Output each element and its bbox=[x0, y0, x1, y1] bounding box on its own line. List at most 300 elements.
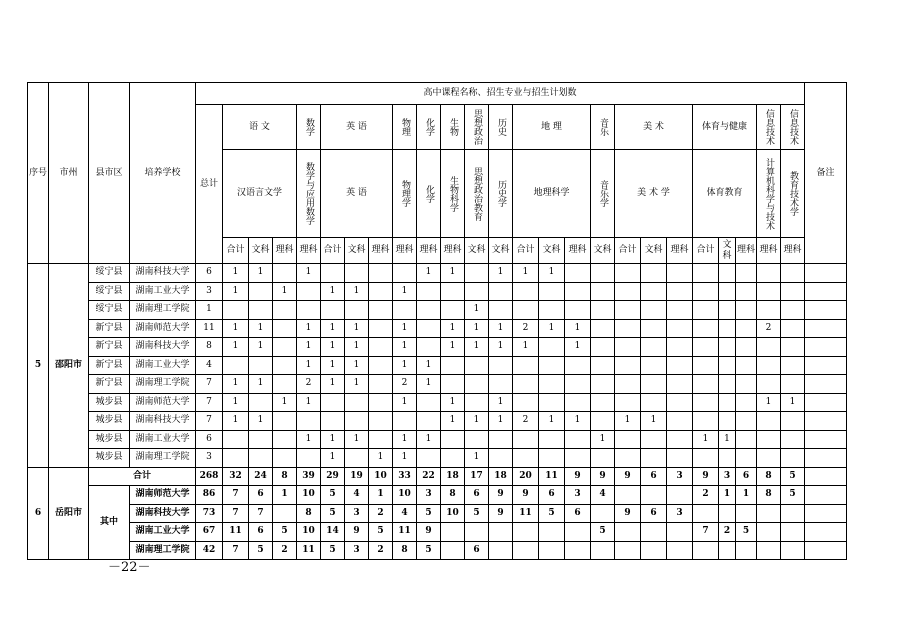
table-cell bbox=[273, 412, 297, 431]
table-cell bbox=[465, 264, 489, 283]
table-cell: 3 bbox=[667, 504, 693, 523]
table-cell bbox=[781, 449, 805, 468]
table-cell: 1 bbox=[591, 430, 615, 449]
table-cell: 1 bbox=[441, 393, 465, 412]
table-cell bbox=[441, 449, 465, 468]
table-cell: 1 bbox=[393, 319, 417, 338]
table-cell: 1 bbox=[393, 449, 417, 468]
table-cell bbox=[667, 375, 693, 394]
table-cell bbox=[615, 486, 641, 505]
table-cell bbox=[513, 282, 539, 301]
table-cell: 9 bbox=[489, 504, 513, 523]
remark-cell bbox=[805, 264, 847, 283]
remark-cell bbox=[805, 523, 847, 542]
table-cell bbox=[369, 412, 393, 431]
table-cell: 1 bbox=[321, 449, 345, 468]
table-cell: 1 bbox=[393, 356, 417, 375]
county-cell: 绥宁县 bbox=[89, 301, 130, 320]
table-cell bbox=[513, 301, 539, 320]
table-cell bbox=[565, 393, 591, 412]
table-cell: 7 bbox=[693, 523, 719, 542]
table-cell: 8 bbox=[393, 541, 417, 560]
table-cell: 9 bbox=[693, 467, 719, 486]
table-cell: 1 bbox=[345, 338, 369, 357]
table-cell: 1 bbox=[719, 430, 736, 449]
table-cell bbox=[223, 449, 249, 468]
table-cell: 1 bbox=[736, 486, 757, 505]
table-cell bbox=[249, 449, 273, 468]
table-cell: 2 bbox=[513, 412, 539, 431]
table-cell: 1 bbox=[417, 430, 441, 449]
header-sub-heji: 合计 bbox=[223, 238, 249, 264]
table-cell bbox=[641, 264, 667, 283]
table-cell bbox=[781, 356, 805, 375]
table-cell: 1 bbox=[417, 375, 441, 394]
table-cell bbox=[719, 449, 736, 468]
table-cell: 2 bbox=[393, 375, 417, 394]
county-cell: 绥宁县 bbox=[89, 264, 130, 283]
table-cell: 86 bbox=[196, 486, 223, 505]
table-cell bbox=[591, 301, 615, 320]
table-cell: 6 bbox=[539, 486, 565, 505]
table-cell: 5 bbox=[321, 486, 345, 505]
table-cell: 1 bbox=[565, 412, 591, 431]
table-cell: 1 bbox=[393, 430, 417, 449]
table-cell: 1 bbox=[297, 393, 321, 412]
table-cell bbox=[369, 375, 393, 394]
table-cell bbox=[736, 430, 757, 449]
table-cell bbox=[513, 523, 539, 542]
table-cell bbox=[539, 393, 565, 412]
table-cell bbox=[667, 319, 693, 338]
table-cell bbox=[641, 319, 667, 338]
header-course: 信息技术 bbox=[781, 105, 805, 150]
table-cell: 1 bbox=[345, 356, 369, 375]
table-cell: 1 bbox=[417, 264, 441, 283]
table-cell bbox=[719, 356, 736, 375]
header-sub-wenke: 文科 bbox=[465, 238, 489, 264]
remark-cell bbox=[805, 393, 847, 412]
county-cell: 新宁县 bbox=[89, 338, 130, 357]
header-sub-heji: 合计 bbox=[693, 238, 719, 264]
header-sub-like: 理科 bbox=[369, 238, 393, 264]
table-cell bbox=[719, 504, 736, 523]
table-cell: 4 bbox=[393, 504, 417, 523]
table-cell: 6 bbox=[465, 486, 489, 505]
table-cell: 1 bbox=[393, 338, 417, 357]
table-cell bbox=[321, 264, 345, 283]
table-cell: 1 bbox=[345, 430, 369, 449]
table-cell bbox=[441, 541, 465, 560]
table-cell: 3 bbox=[667, 467, 693, 486]
table-row bbox=[28, 301, 847, 320]
table-cell: 5 bbox=[273, 523, 297, 542]
table-cell bbox=[719, 393, 736, 412]
table-cell: 7 bbox=[196, 375, 223, 394]
table-cell bbox=[513, 430, 539, 449]
table-cell bbox=[615, 356, 641, 375]
table-cell bbox=[667, 282, 693, 301]
table-cell bbox=[693, 449, 719, 468]
table-cell bbox=[641, 393, 667, 412]
table-cell bbox=[736, 301, 757, 320]
table-cell bbox=[465, 523, 489, 542]
table-cell: 73 bbox=[196, 504, 223, 523]
table-cell: 1 bbox=[223, 393, 249, 412]
table-cell: 10 bbox=[393, 486, 417, 505]
table-cell: 1 bbox=[489, 412, 513, 431]
table-cell bbox=[667, 541, 693, 560]
table-cell: 11 bbox=[297, 541, 321, 560]
table-cell bbox=[539, 523, 565, 542]
header-major: 美 术 学 bbox=[615, 150, 693, 238]
header-sub-like: 理科 bbox=[417, 238, 441, 264]
table-cell: 1 bbox=[465, 449, 489, 468]
table-cell bbox=[441, 356, 465, 375]
table-cell bbox=[369, 282, 393, 301]
header-sub-like: 理科 bbox=[441, 238, 465, 264]
table-cell bbox=[417, 282, 441, 301]
table-cell: 1 bbox=[489, 319, 513, 338]
county-cell: 新宁县 bbox=[89, 375, 130, 394]
school-cell: 湖南科技大学 bbox=[130, 264, 196, 283]
table-cell bbox=[417, 412, 441, 431]
header-course: 英 语 bbox=[321, 105, 393, 150]
remark-cell bbox=[805, 467, 847, 486]
table-cell bbox=[781, 412, 805, 431]
table-cell bbox=[641, 301, 667, 320]
table-cell bbox=[297, 282, 321, 301]
table-cell bbox=[641, 282, 667, 301]
school-cell: 湖南师范大学 bbox=[130, 486, 196, 505]
table-cell: 4 bbox=[196, 356, 223, 375]
table-cell bbox=[757, 449, 781, 468]
school-cell: 湖南师范大学 bbox=[130, 319, 196, 338]
table-cell: 11 bbox=[196, 319, 223, 338]
header-course: 数学 bbox=[297, 105, 321, 150]
table-cell bbox=[273, 264, 297, 283]
school-cell: 湖南理工学院 bbox=[130, 301, 196, 320]
table-cell bbox=[369, 338, 393, 357]
table-cell bbox=[781, 301, 805, 320]
table-cell bbox=[591, 412, 615, 431]
table-cell: 11 bbox=[513, 504, 539, 523]
table-cell bbox=[393, 412, 417, 431]
school-cell: 湖南工业大学 bbox=[130, 282, 196, 301]
table-cell: 1 bbox=[297, 356, 321, 375]
table-cell: 33 bbox=[393, 467, 417, 486]
table-cell: 5 bbox=[591, 523, 615, 542]
table-cell: 1 bbox=[345, 282, 369, 301]
table-cell bbox=[565, 541, 591, 560]
table-cell bbox=[489, 375, 513, 394]
table-cell: 1 bbox=[321, 356, 345, 375]
county-cell: 新宁县 bbox=[89, 356, 130, 375]
table-cell bbox=[249, 393, 273, 412]
header-sub-heji: 合计 bbox=[615, 238, 641, 264]
table-cell: 2 bbox=[273, 541, 297, 560]
table-cell: 1 bbox=[465, 301, 489, 320]
table-cell bbox=[489, 523, 513, 542]
table-cell bbox=[539, 375, 565, 394]
header-sub-wenke: 文科 bbox=[489, 238, 513, 264]
table-cell bbox=[465, 393, 489, 412]
table-cell: 6 bbox=[565, 504, 591, 523]
table-cell: 1 bbox=[223, 412, 249, 431]
table-cell bbox=[719, 338, 736, 357]
school-cell: 湖南理工学院 bbox=[130, 375, 196, 394]
table-cell bbox=[489, 430, 513, 449]
table-cell: 5 bbox=[736, 523, 757, 542]
table-cell: 2 bbox=[369, 504, 393, 523]
table-cell: 3 bbox=[719, 467, 736, 486]
table-cell: 1 bbox=[297, 319, 321, 338]
table-cell bbox=[757, 338, 781, 357]
header-course: 音乐 bbox=[591, 105, 615, 150]
table-cell bbox=[781, 430, 805, 449]
school-cell: 湖南理工学院 bbox=[130, 449, 196, 468]
table-cell bbox=[591, 541, 615, 560]
table-cell: 5 bbox=[249, 541, 273, 560]
table-cell bbox=[273, 449, 297, 468]
table-cell bbox=[693, 301, 719, 320]
table-cell: 1 bbox=[513, 338, 539, 357]
remark-cell bbox=[805, 486, 847, 505]
table-cell: 5 bbox=[417, 504, 441, 523]
table-cell: 1 bbox=[297, 338, 321, 357]
table-cell: 6 bbox=[196, 264, 223, 283]
table-cell: 1 bbox=[321, 430, 345, 449]
table-cell bbox=[465, 282, 489, 301]
table-cell bbox=[345, 393, 369, 412]
table-cell: 7 bbox=[223, 486, 249, 505]
table-cell: 11 bbox=[223, 523, 249, 542]
header-seq: 序号 bbox=[28, 83, 49, 264]
header-major: 音乐学 bbox=[591, 150, 615, 238]
table-cell bbox=[693, 282, 719, 301]
table-cell bbox=[249, 356, 273, 375]
table-cell bbox=[321, 412, 345, 431]
table-cell bbox=[539, 449, 565, 468]
table-cell: 3 bbox=[196, 282, 223, 301]
table-cell: 1 bbox=[641, 412, 667, 431]
table-cell: 1 bbox=[249, 412, 273, 431]
table-cell bbox=[719, 375, 736, 394]
table-cell: 1 bbox=[273, 486, 297, 505]
table-cell bbox=[441, 282, 465, 301]
table-cell bbox=[781, 319, 805, 338]
header-major: 化学 bbox=[417, 150, 441, 238]
table-cell: 1 bbox=[489, 264, 513, 283]
header-sub-wenke: 文科 bbox=[345, 238, 369, 264]
table-cell bbox=[641, 375, 667, 394]
table-cell bbox=[489, 301, 513, 320]
header-sub-like: 理科 bbox=[667, 238, 693, 264]
remark-cell bbox=[805, 319, 847, 338]
table-cell bbox=[641, 430, 667, 449]
table-cell bbox=[736, 412, 757, 431]
table-cell: 32 bbox=[223, 467, 249, 486]
table-cell: 11 bbox=[393, 523, 417, 542]
table-cell: 1 bbox=[393, 393, 417, 412]
table-cell bbox=[591, 375, 615, 394]
group-seq: 6 bbox=[28, 467, 49, 560]
table-cell bbox=[539, 541, 565, 560]
table-cell bbox=[539, 338, 565, 357]
table-cell bbox=[693, 393, 719, 412]
table-cell bbox=[223, 301, 249, 320]
table-row bbox=[28, 393, 847, 412]
table-row bbox=[28, 430, 847, 449]
table-cell bbox=[273, 338, 297, 357]
table-cell: 1 bbox=[565, 319, 591, 338]
table-cell bbox=[441, 523, 465, 542]
table-cell: 2 bbox=[719, 523, 736, 542]
table-cell: 3 bbox=[417, 486, 441, 505]
table-cell bbox=[565, 282, 591, 301]
table-cell bbox=[369, 393, 393, 412]
table-cell bbox=[736, 282, 757, 301]
table-cell bbox=[393, 264, 417, 283]
table-cell: 19 bbox=[345, 467, 369, 486]
table-cell bbox=[393, 301, 417, 320]
table-cell bbox=[615, 523, 641, 542]
table-cell: 2 bbox=[369, 541, 393, 560]
table-cell bbox=[693, 356, 719, 375]
table-cell bbox=[736, 319, 757, 338]
table-cell: 1 bbox=[441, 319, 465, 338]
page-number: －22－ bbox=[108, 560, 151, 575]
table-cell: 9 bbox=[615, 504, 641, 523]
table-cell bbox=[539, 282, 565, 301]
table-cell bbox=[297, 449, 321, 468]
header-sub-heji: 合计 bbox=[321, 238, 345, 264]
table-cell bbox=[719, 412, 736, 431]
table-row bbox=[28, 83, 847, 105]
table-cell bbox=[369, 301, 393, 320]
table-cell bbox=[565, 449, 591, 468]
table-cell: 8 bbox=[196, 338, 223, 357]
remark-cell bbox=[805, 338, 847, 357]
table-cell bbox=[565, 430, 591, 449]
header-top-title: 高中课程名称、招生专业与招生计划数 bbox=[196, 83, 805, 105]
header-major: 生物科学 bbox=[441, 150, 465, 238]
table-cell: 6 bbox=[196, 430, 223, 449]
table-cell: 2 bbox=[693, 486, 719, 505]
table-cell bbox=[513, 375, 539, 394]
table-cell bbox=[667, 338, 693, 357]
table-cell bbox=[667, 264, 693, 283]
table-cell: 3 bbox=[196, 449, 223, 468]
table-cell bbox=[539, 430, 565, 449]
table-cell bbox=[539, 356, 565, 375]
table-cell: 1 bbox=[321, 338, 345, 357]
table-cell bbox=[615, 301, 641, 320]
table-cell bbox=[667, 430, 693, 449]
header-sub-like: 理科 bbox=[781, 238, 805, 264]
table-cell bbox=[591, 393, 615, 412]
table-cell bbox=[781, 504, 805, 523]
table-cell bbox=[565, 356, 591, 375]
header-major: 思想政治教育 bbox=[465, 150, 489, 238]
table-cell bbox=[565, 264, 591, 283]
table-cell bbox=[719, 301, 736, 320]
table-cell bbox=[223, 430, 249, 449]
table-cell: 1 bbox=[693, 430, 719, 449]
remark-cell bbox=[805, 430, 847, 449]
table-cell bbox=[321, 393, 345, 412]
header-sub-like: 理科 bbox=[565, 238, 591, 264]
table-cell bbox=[667, 412, 693, 431]
header-total: 总计 bbox=[196, 105, 223, 264]
table-cell: 17 bbox=[465, 467, 489, 486]
table-cell bbox=[736, 449, 757, 468]
table-cell bbox=[565, 301, 591, 320]
table-cell: 8 bbox=[757, 467, 781, 486]
table-cell bbox=[615, 282, 641, 301]
table-cell: 10 bbox=[369, 467, 393, 486]
table-row bbox=[28, 356, 847, 375]
table-cell bbox=[757, 301, 781, 320]
header-course: 化学 bbox=[417, 105, 441, 150]
header-course: 美 术 bbox=[615, 105, 693, 150]
county-cell: 新宁县 bbox=[89, 319, 130, 338]
table-cell: 1 bbox=[441, 412, 465, 431]
table-cell: 7 bbox=[196, 393, 223, 412]
remark-cell bbox=[805, 301, 847, 320]
table-cell: 1 bbox=[273, 282, 297, 301]
header-major: 地理科学 bbox=[513, 150, 591, 238]
table-cell: 4 bbox=[345, 486, 369, 505]
table-cell bbox=[781, 375, 805, 394]
table-cell bbox=[641, 356, 667, 375]
table-cell: 1 bbox=[781, 393, 805, 412]
table-row bbox=[28, 412, 847, 431]
table-cell: 1 bbox=[465, 319, 489, 338]
header-major: 汉语言文学 bbox=[223, 150, 297, 238]
table-cell: 9 bbox=[345, 523, 369, 542]
table-cell: 1 bbox=[249, 319, 273, 338]
header-course: 信息技术 bbox=[757, 105, 781, 150]
table-cell: 18 bbox=[489, 467, 513, 486]
table-cell: 1 bbox=[489, 338, 513, 357]
table-cell bbox=[489, 449, 513, 468]
table-cell bbox=[615, 375, 641, 394]
table-cell bbox=[615, 319, 641, 338]
table-cell: 3 bbox=[345, 541, 369, 560]
table-cell bbox=[641, 449, 667, 468]
table-cell bbox=[417, 301, 441, 320]
table-cell: 18 bbox=[441, 467, 465, 486]
header-county: 县市区 bbox=[89, 83, 130, 264]
table-cell bbox=[615, 430, 641, 449]
group-city: 邵阳市 bbox=[49, 264, 89, 468]
header-course: 历史 bbox=[489, 105, 513, 150]
table-cell: 5 bbox=[539, 504, 565, 523]
table-cell bbox=[757, 356, 781, 375]
table-cell bbox=[591, 356, 615, 375]
table-row bbox=[28, 282, 847, 301]
header-course: 物理 bbox=[393, 105, 417, 150]
table-cell: 9 bbox=[417, 523, 441, 542]
table-cell: 8 bbox=[757, 486, 781, 505]
table-cell bbox=[441, 430, 465, 449]
table-cell: 3 bbox=[565, 486, 591, 505]
county-cell: 城步县 bbox=[89, 393, 130, 412]
table-cell bbox=[757, 264, 781, 283]
table-cell: 9 bbox=[565, 467, 591, 486]
header-sub-wenke: 文科 bbox=[249, 238, 273, 264]
